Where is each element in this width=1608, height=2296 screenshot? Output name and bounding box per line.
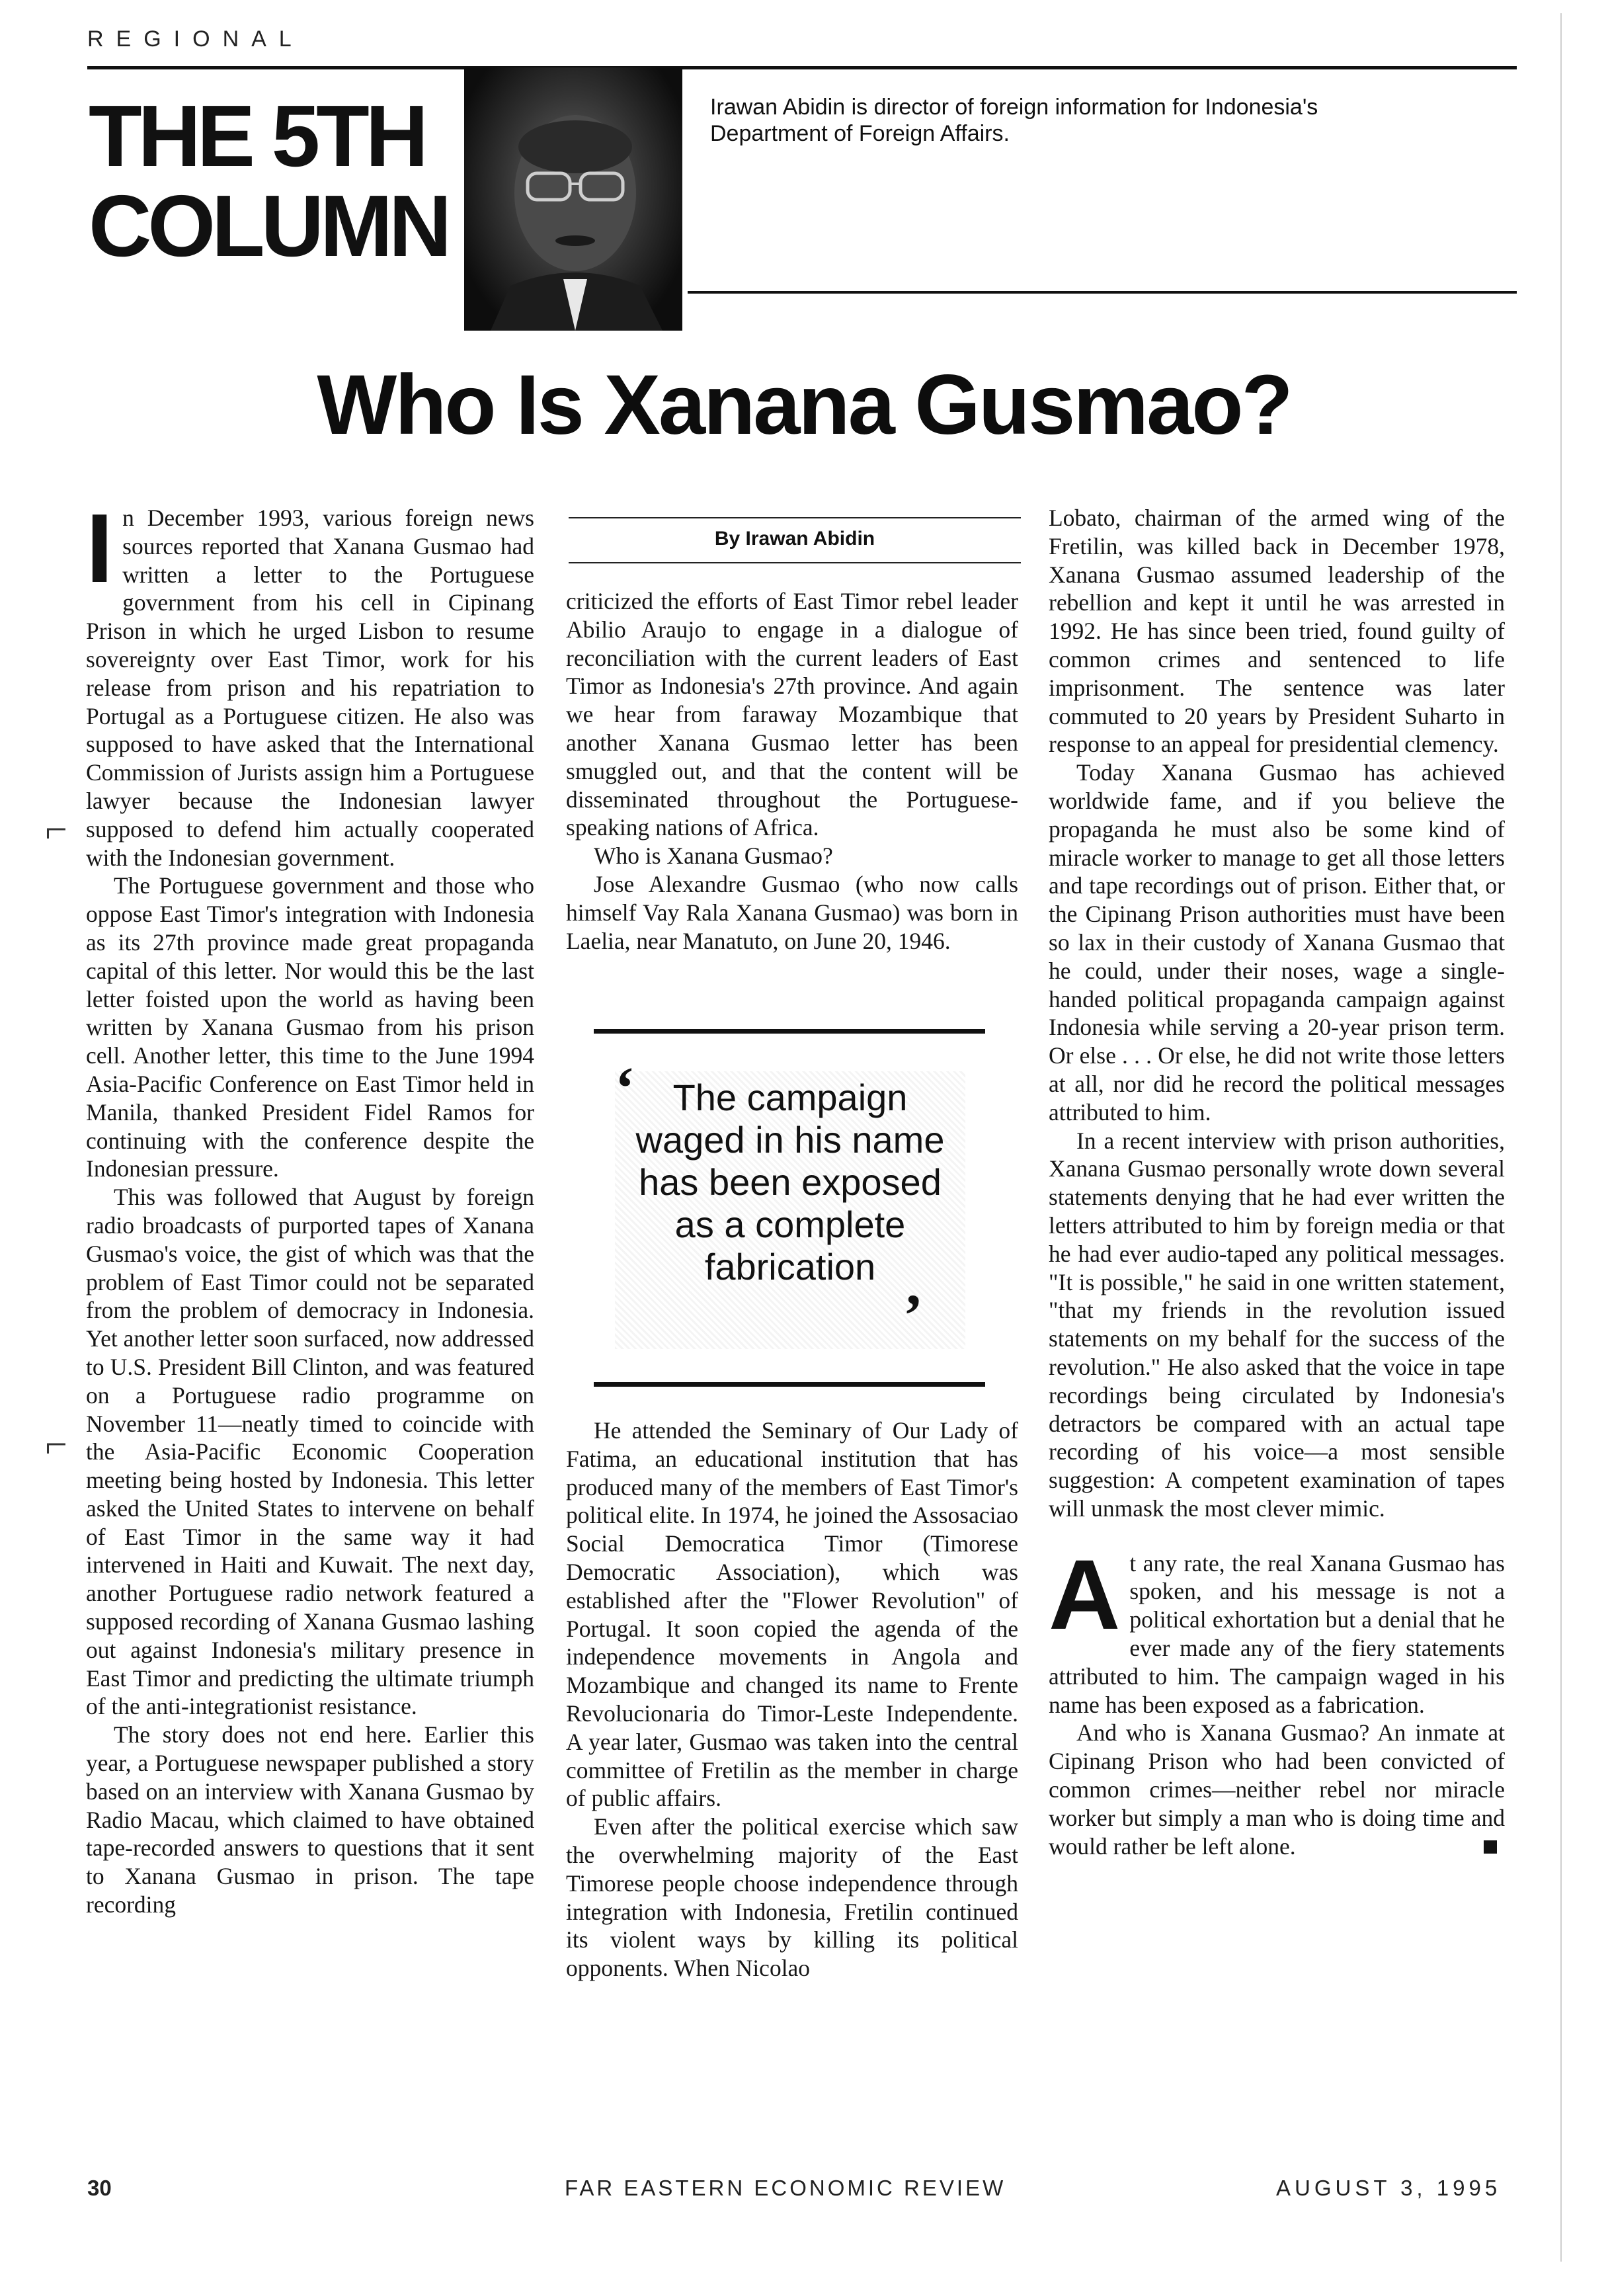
byline-box bbox=[569, 517, 1021, 563]
paragraph: n December 1993, various foreign news sources reported that Xanana Gusmao had written a letter to the Portuguese government from his cell in Cipinang Prison in which he urged Lisbon to resume sovereignty over East Timor, work for his release from prison and his repatriation to Portugal as a Portuguese citizen. He also was supposed to have asked that the International Commission of Jurists assign him a Portuguese lawyer because the Indonesian lawyer supposed to defend him actually cooperated with the Indonesian government. bbox=[86, 505, 534, 871]
drop-cap: A bbox=[1049, 1538, 1121, 1650]
article-column-2-top bbox=[566, 587, 1018, 955]
pullquote-top-rule bbox=[594, 1029, 985, 1034]
article-column-3 bbox=[1049, 504, 1505, 1860]
paragraph: Jose Alexandre Gusmao (who now calls himself Vay Rala Xanana Gusmao) was born in Laelia, near Manatuto, on June 20, 1946. bbox=[566, 870, 1018, 954]
author-photo bbox=[464, 67, 682, 331]
paragraph: Lobato, chairman of the armed wing of the Fretilin, was killed back in December 1978, Xanana Gusmao assumed leadership of the rebellion and kept it until he was arrested in 1992. He has since been tried, found guilty of common crimes and sentenced to life imprisonment. The sentence was later commuted to 20 years by President Suharto in response to an appeal for presidential clemency. bbox=[1049, 505, 1505, 758]
paragraph: criticized the efforts of East Timor rebel leader Abilio Araujo to engage in a dialogue of reconciliation with the current leaders of East Timor as Indonesia's 27th province. And again we hear from faraway Mozambique that another Xanana Gusmao letter has been smuggled out, and that the content will be disseminated throughout the Portuguese-speaking nations of Africa. bbox=[566, 588, 1018, 841]
page-number: 30 bbox=[87, 2176, 112, 2200]
pullquote-bottom-rule bbox=[594, 1382, 985, 1387]
open-quote-mark: ‘ bbox=[615, 1055, 635, 1121]
paragraph: This was followed that August by foreign radio broadcasts of purported tapes of Xanana Gusmao's voice, the gist of which was that the problem of East Timor could not be separated from the problem of democracy in Indonesia. Yet another letter soon surfaced, now addressed to U.S. President Bill Clinton, and was featured on a Portuguese radio programme on November 11—neatly timed to coincide with the Asia-Pacific Economic Cooperation meeting being hosted by Indonesia. This letter asked the United States to intervene on behalf of East Timor in the same way it had intervened in Haiti and Kuwait. The next day, another Portuguese radio network featured a supposed recording of Xanana Gusmao lashing out against Indonesia's military presence in East Timor and predicting the ultimate triumph of the anti-integrationist resistance. bbox=[86, 1184, 534, 1720]
author-portrait-image bbox=[464, 67, 682, 331]
pullquote-text: The campaign waged in his name has been exposed as a complete fabrication bbox=[635, 1077, 945, 1288]
author-bio: Irawan Abidin is director of foreign information for Indonesia's Department of Foreign Affairs. bbox=[710, 95, 1318, 146]
publication-name: FAR EASTERN ECONOMIC REVIEW bbox=[565, 2176, 1006, 2200]
byline: By Irawan Abidin bbox=[714, 528, 875, 550]
article-headline: Who Is Xanana Gusmao? bbox=[317, 358, 1291, 452]
right-edge-line bbox=[1560, 13, 1562, 2262]
paragraph: t any rate, the real Xanana Gusmao has spoken, and his message is not a political exhortation but a denial that he ever made any of the fiery statements attributed to him. The campaign waged in his name has been exposed as a fabrication. bbox=[1049, 1549, 1505, 1718]
article-column-1 bbox=[86, 494, 534, 1919]
header-top-rule bbox=[87, 66, 1517, 69]
article-column-2-bottom bbox=[566, 1416, 1018, 1983]
paragraph: Today Xanana Gusmao has achieved worldwide fame, and if you believe the propaganda he must also be some kind of miracle worker to manage to get all those letters and tape recordings out of prison. Either that, or the Cipinang Prison authorities must have been so lax in their custody of Xanana Gusmao that he could, under their noses, wage a single-handed political propaganda campaign against Indonesia while serving a 20-year prison term. Or else . . . Or else, he did not write those letters at all, nor did he record the political messages attributed to him. bbox=[1049, 759, 1505, 1126]
margin-correction-mark: ⌐ bbox=[45, 807, 67, 851]
column-name bbox=[89, 87, 459, 274]
section-label: REGIONAL bbox=[87, 26, 304, 52]
close-quote-mark: ’ bbox=[903, 1283, 923, 1348]
issue-date: AUGUST 3, 1995 bbox=[1276, 2176, 1502, 2200]
paragraph: The Portuguese government and those who oppose East Timor's integration with Indonesia as its 27th province made great propaganda capital of this letter. Nor would this be the last letter foisted upon the world as having been written by Xanana Gusmao from his prison cell. Another letter, this time to the June 1994 Asia-Pacific Conference on East Timor held in Manila, thanked President Fidel Ramos for continuing with the conference despite the Indonesian pressure. bbox=[86, 872, 534, 1182]
drop-cap: I bbox=[86, 494, 114, 603]
paragraph: The story does not end here. Earlier this year, a Portuguese newspaper published a story based on an interview with Xanana Gusmao by Radio Macau, which claimed to have obtained tape-recorded answers to questions that it sent to Xanana Gusmao in prison. The tape recording bbox=[86, 1721, 534, 1918]
paragraph: Who is Xanana Gusmao? bbox=[594, 842, 833, 870]
paragraph: Even after the political exercise which saw the overwhelming majority of the East Timorese people choose independence through integration with Indonesia, Fretilin continued its violent ways by killing its political opponents. When Nicolao bbox=[566, 1813, 1018, 1982]
paragraph: He attended the Seminary of Our Lady of Fatima, an educational institution that has produced many of the members of East Timor's political elite. In 1974, he joined the Assosaciao Social Democratica Timor (Timorese Democratic Association), which was established after the "Flower Revolution" of Portugal. It soon copied the agenda of the independence movements in Angola and Mozambique and changed its name to Frente Revolucionaria do Timor-Leste Independente. A year later, Gusmao was taken into the central committee of Fretilin as the member in charge of public affairs. bbox=[566, 1417, 1018, 1812]
paragraph: In a recent interview with prison authorities, Xanana Gusmao personally wrote down several statements denying that he had ever written the letters attributed to him by foreign media or that he had ever audio-taped any political messages. "It is possible," he said in one written statement, "that my friends in the revolution issued statements on my behalf for the success of the revolution." He also asked that the voice in tape recordings being circulated by Indonesia's detractors be compared with an actual tape recording of his voice—a most sensible suggestion: A competent examination of tapes will unmask the most clever mimic. bbox=[1049, 1127, 1505, 1522]
paragraph: And who is Xanana Gusmao? An inmate at Cipinang Prison who had been convicted of common crimes—neither rebel nor miracle worker but simply a man who is doing time and would rather be left alone. bbox=[1049, 1719, 1505, 1860]
column-name-line-2: COLUMN bbox=[89, 177, 448, 274]
visible-end-mark bbox=[1484, 1840, 1497, 1854]
margin-correction-mark: ⌐ bbox=[45, 1422, 67, 1466]
header-bottom-rule bbox=[688, 291, 1517, 294]
column-name-line-1: THE 5TH bbox=[89, 87, 425, 184]
